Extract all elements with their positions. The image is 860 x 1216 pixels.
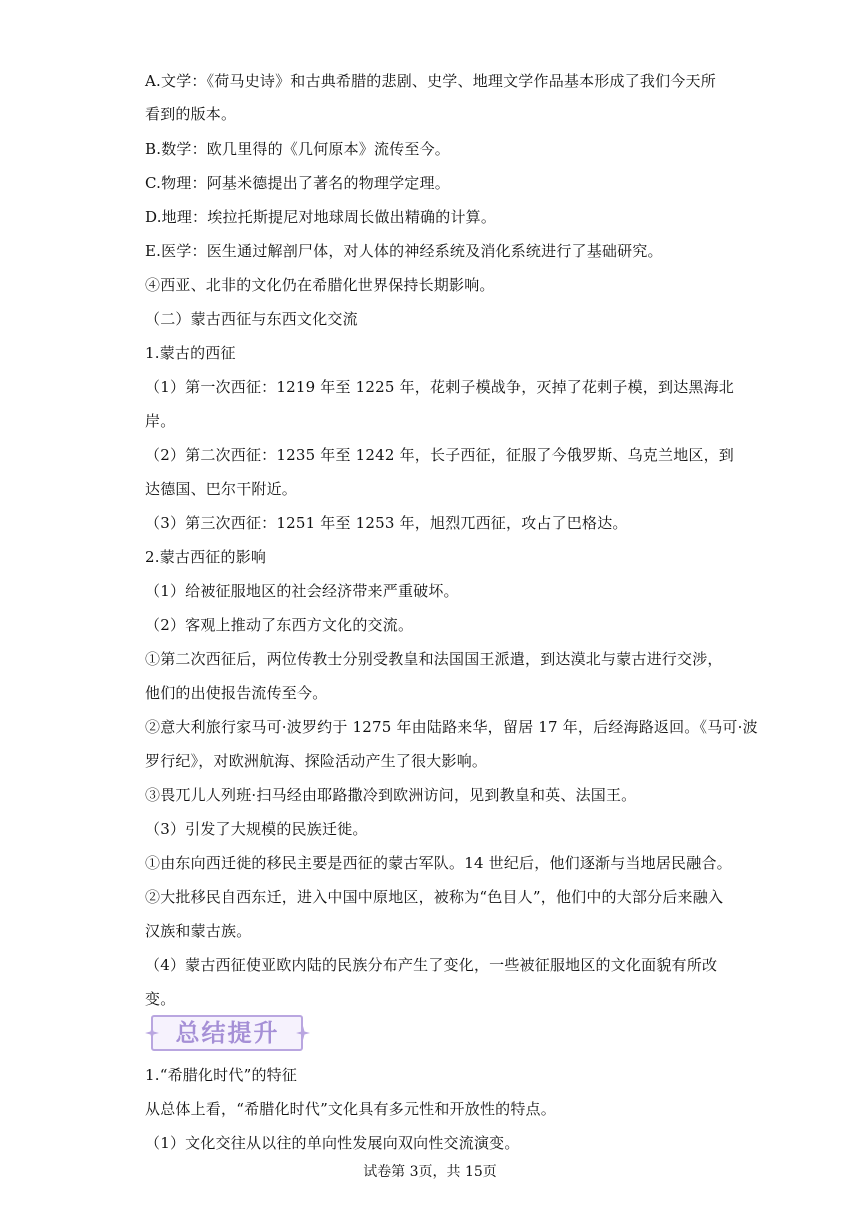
subsection-heading: 2.蒙古西征的影响 xyxy=(145,548,267,566)
text-line: （2）客观上推动了东西方文化的交流。 xyxy=(145,616,414,634)
text-line: E.医学：医生通过解剖尸体，对人体的神经系统及消化系统进行了基础研究。 xyxy=(145,242,663,260)
text-line: ②意大利旅行家马可·波罗约于 1275 年由陆路来华，留居 17 年，后经海路返回。《马可·波 xyxy=(145,718,758,736)
text-line: （1）文化交往从以往的单向性发展向双向性交流演变。 xyxy=(145,1134,520,1152)
text-line: 变。 xyxy=(145,990,176,1008)
text-line: 看到的版本。 xyxy=(145,105,237,123)
badge-label: 总结提升 xyxy=(175,1019,280,1047)
text-line: （2）第二次西征：1235 年至 1242 年，长子西征，征服了今俄罗斯、乌克兰地区，到 xyxy=(145,446,734,464)
text-line: 岸。 xyxy=(145,412,176,430)
summary-badge xyxy=(145,1011,310,1055)
text-line: ②大批移民自西东迁，进入中国中原地区，被称为“色目人”，他们中的大部分后来融入 xyxy=(145,888,724,906)
text-line: ①第二次西征后，两位传教士分别受教皇和法国国王派遣，到达漠北与蒙古进行交涉， xyxy=(145,650,723,668)
text-line: D.地理：埃拉托斯提尼对地球周长做出精确的计算。 xyxy=(145,208,497,226)
text-line: C.物理：阿基米德提出了著名的物理学定理。 xyxy=(145,174,450,192)
text-line: A.文学：《荷马史诗》和古典希腊的悲剧、史学、地理文学作品基本形成了我们今天所 xyxy=(145,72,716,90)
text-line: 达德国、巴尔干附近。 xyxy=(145,480,298,498)
text-line: ③畏兀儿人列班·扫马经由耶路撒冷到欧洲访问，见到教皇和英、法国王。 xyxy=(145,786,637,804)
text-line: （3）引发了大规模的民族迁徙。 xyxy=(145,820,368,838)
text-line: 汉族和蒙古族。 xyxy=(145,922,252,940)
text-line: （3）第三次西征：1251 年至 1253 年，旭烈兀西征，攻占了巴格达。 xyxy=(145,514,628,532)
section-heading: （二）蒙古西征与东西文化交流 xyxy=(145,310,358,328)
text-line: 罗行纪》，对欧洲航海、探险活动产生了很大影响。 xyxy=(145,752,488,770)
text-line: （4）蒙古西征使亚欧内陆的民族分布产生了变化，一些被征服地区的文化面貌有所改 xyxy=(145,956,718,974)
text-line: B.数学：欧几里得的《几何原本》流传至今。 xyxy=(145,140,450,158)
text-line: 从总体上看，“希腊化时代”文化具有多元性和开放性的特点。 xyxy=(145,1100,556,1118)
text-line: （1）给被征服地区的社会经济带来严重破坏。 xyxy=(145,582,459,600)
subsection-heading: 1.“希腊化时代”的特征 xyxy=(145,1066,298,1084)
subsection-heading: 1.蒙古的西征 xyxy=(145,344,236,362)
text-line: ①由东向西迁徙的移民主要是西征的蒙古军队。14 世纪后，他们逐渐与当地居民融合。 xyxy=(145,854,732,872)
text-line: 他们的出使报告流传至今。 xyxy=(145,684,328,702)
page-footer: 试卷第 3页，共 15页 xyxy=(363,1164,497,1180)
text-line: （1）第一次西征：1219 年至 1225 年，花剌子模战争，灭掉了花剌子模，到达黑海北 xyxy=(145,378,734,396)
text-line: ④西亚、北非的文化仍在希腊化世界保持长期影响。 xyxy=(145,276,495,294)
